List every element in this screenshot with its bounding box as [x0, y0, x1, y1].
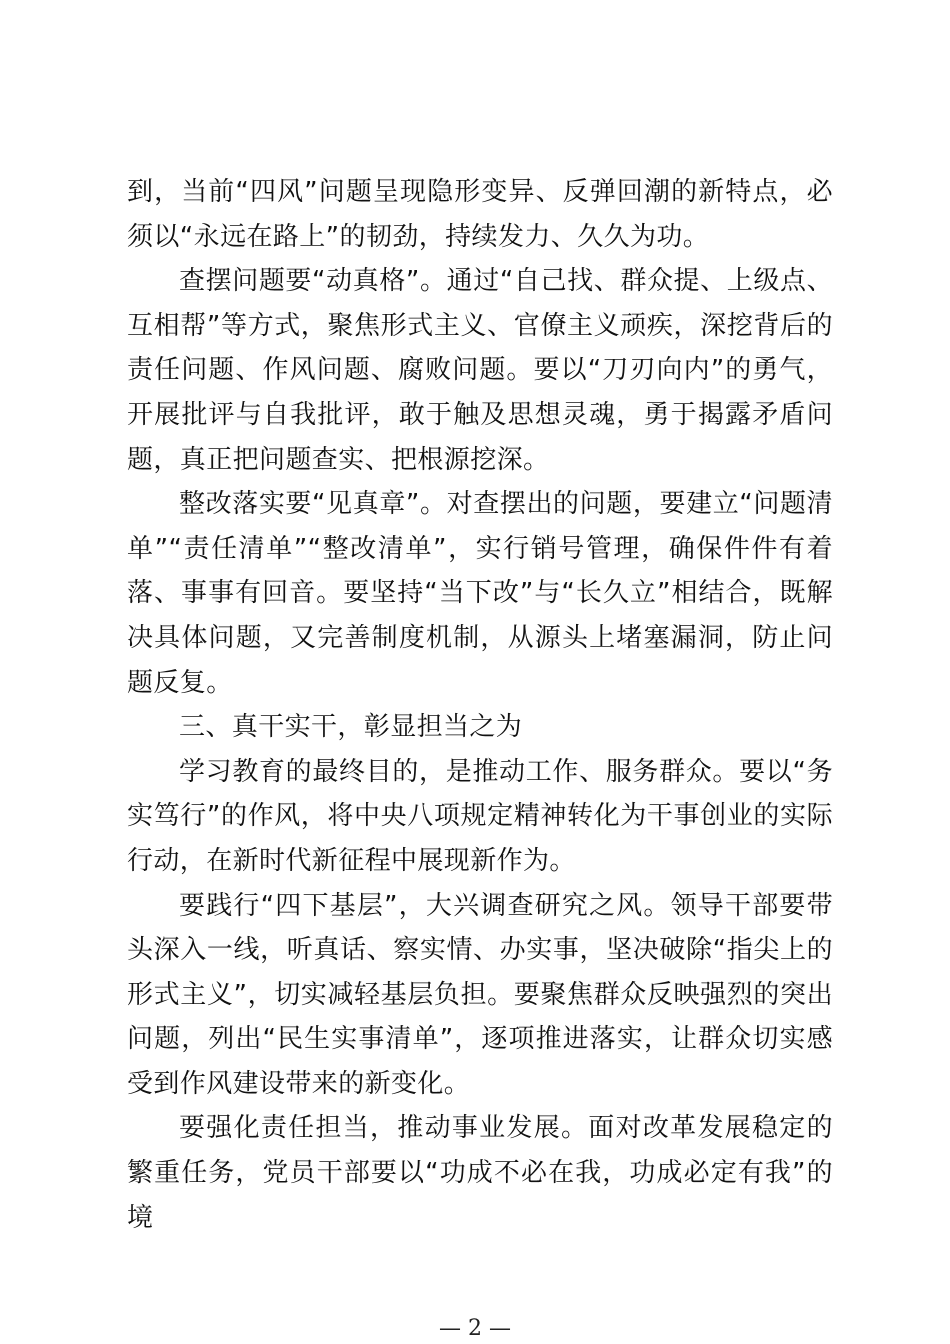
paragraph-continuation: 到，当前“四风”问题呈现隐形变异、反弹回潮的新特点，必须以“永远在路上”的韧劲，持续发力、久久为功。: [127, 177, 833, 252]
paragraph-rectification: 整改落实要“见真章”。对查摆出的问题，要建立“问题清单”“责任清单”“整改清单”，实行销号管理，确保件件有着落、事事有回音。要坚持“当下改”与“长久立”相结合，既解决具体问题，又完善制度机制，从源头上堵塞漏洞，防止问题反复。: [127, 489, 833, 698]
paragraph-problem-review: 查摆问题要“动真格”。通过“自己找、群众提、上级点、互相帮”等方式，聚焦形式主义、官僚主义顽疾，深挖背后的责任问题、作风问题、腐败问题。要以“刀刃向内”的勇气，开展批评与自我批评，敢于触及思想灵魂，勇于揭露矛盾问题，真正把问题查实、把根源挖深。: [127, 266, 833, 475]
page-number: — 2 —: [439, 1316, 511, 1341]
document-body: [127, 170, 833, 1240]
section-heading-three: 三、真干实干，彰显担当之为: [179, 712, 523, 743]
paragraph-grassroots: 要践行“四下基层”，大兴调查研究之风。领导干部要带头深入一线，听真话、察实情、办实事，坚决破除“指尖上的形式主义”，切实减轻基层负担。要聚焦群众反映强烈的突出问题，列出“民生实事清单”，逐项推进落实，让群众切实感受到作风建设带来的新变化。: [127, 890, 833, 1099]
paragraph-responsibility: 要强化责任担当，推动事业发展。面对改革发展稳定的繁重任务，党员干部要以“功成不必在我，功成必定有我”的境: [127, 1113, 833, 1233]
paragraph-study-goal: 学习教育的最终目的，是推动工作、服务群众。要以“务实笃行”的作风，将中央八项规定精神转化为干事创业的实际行动，在新时代新征程中展现新作为。: [127, 756, 833, 876]
